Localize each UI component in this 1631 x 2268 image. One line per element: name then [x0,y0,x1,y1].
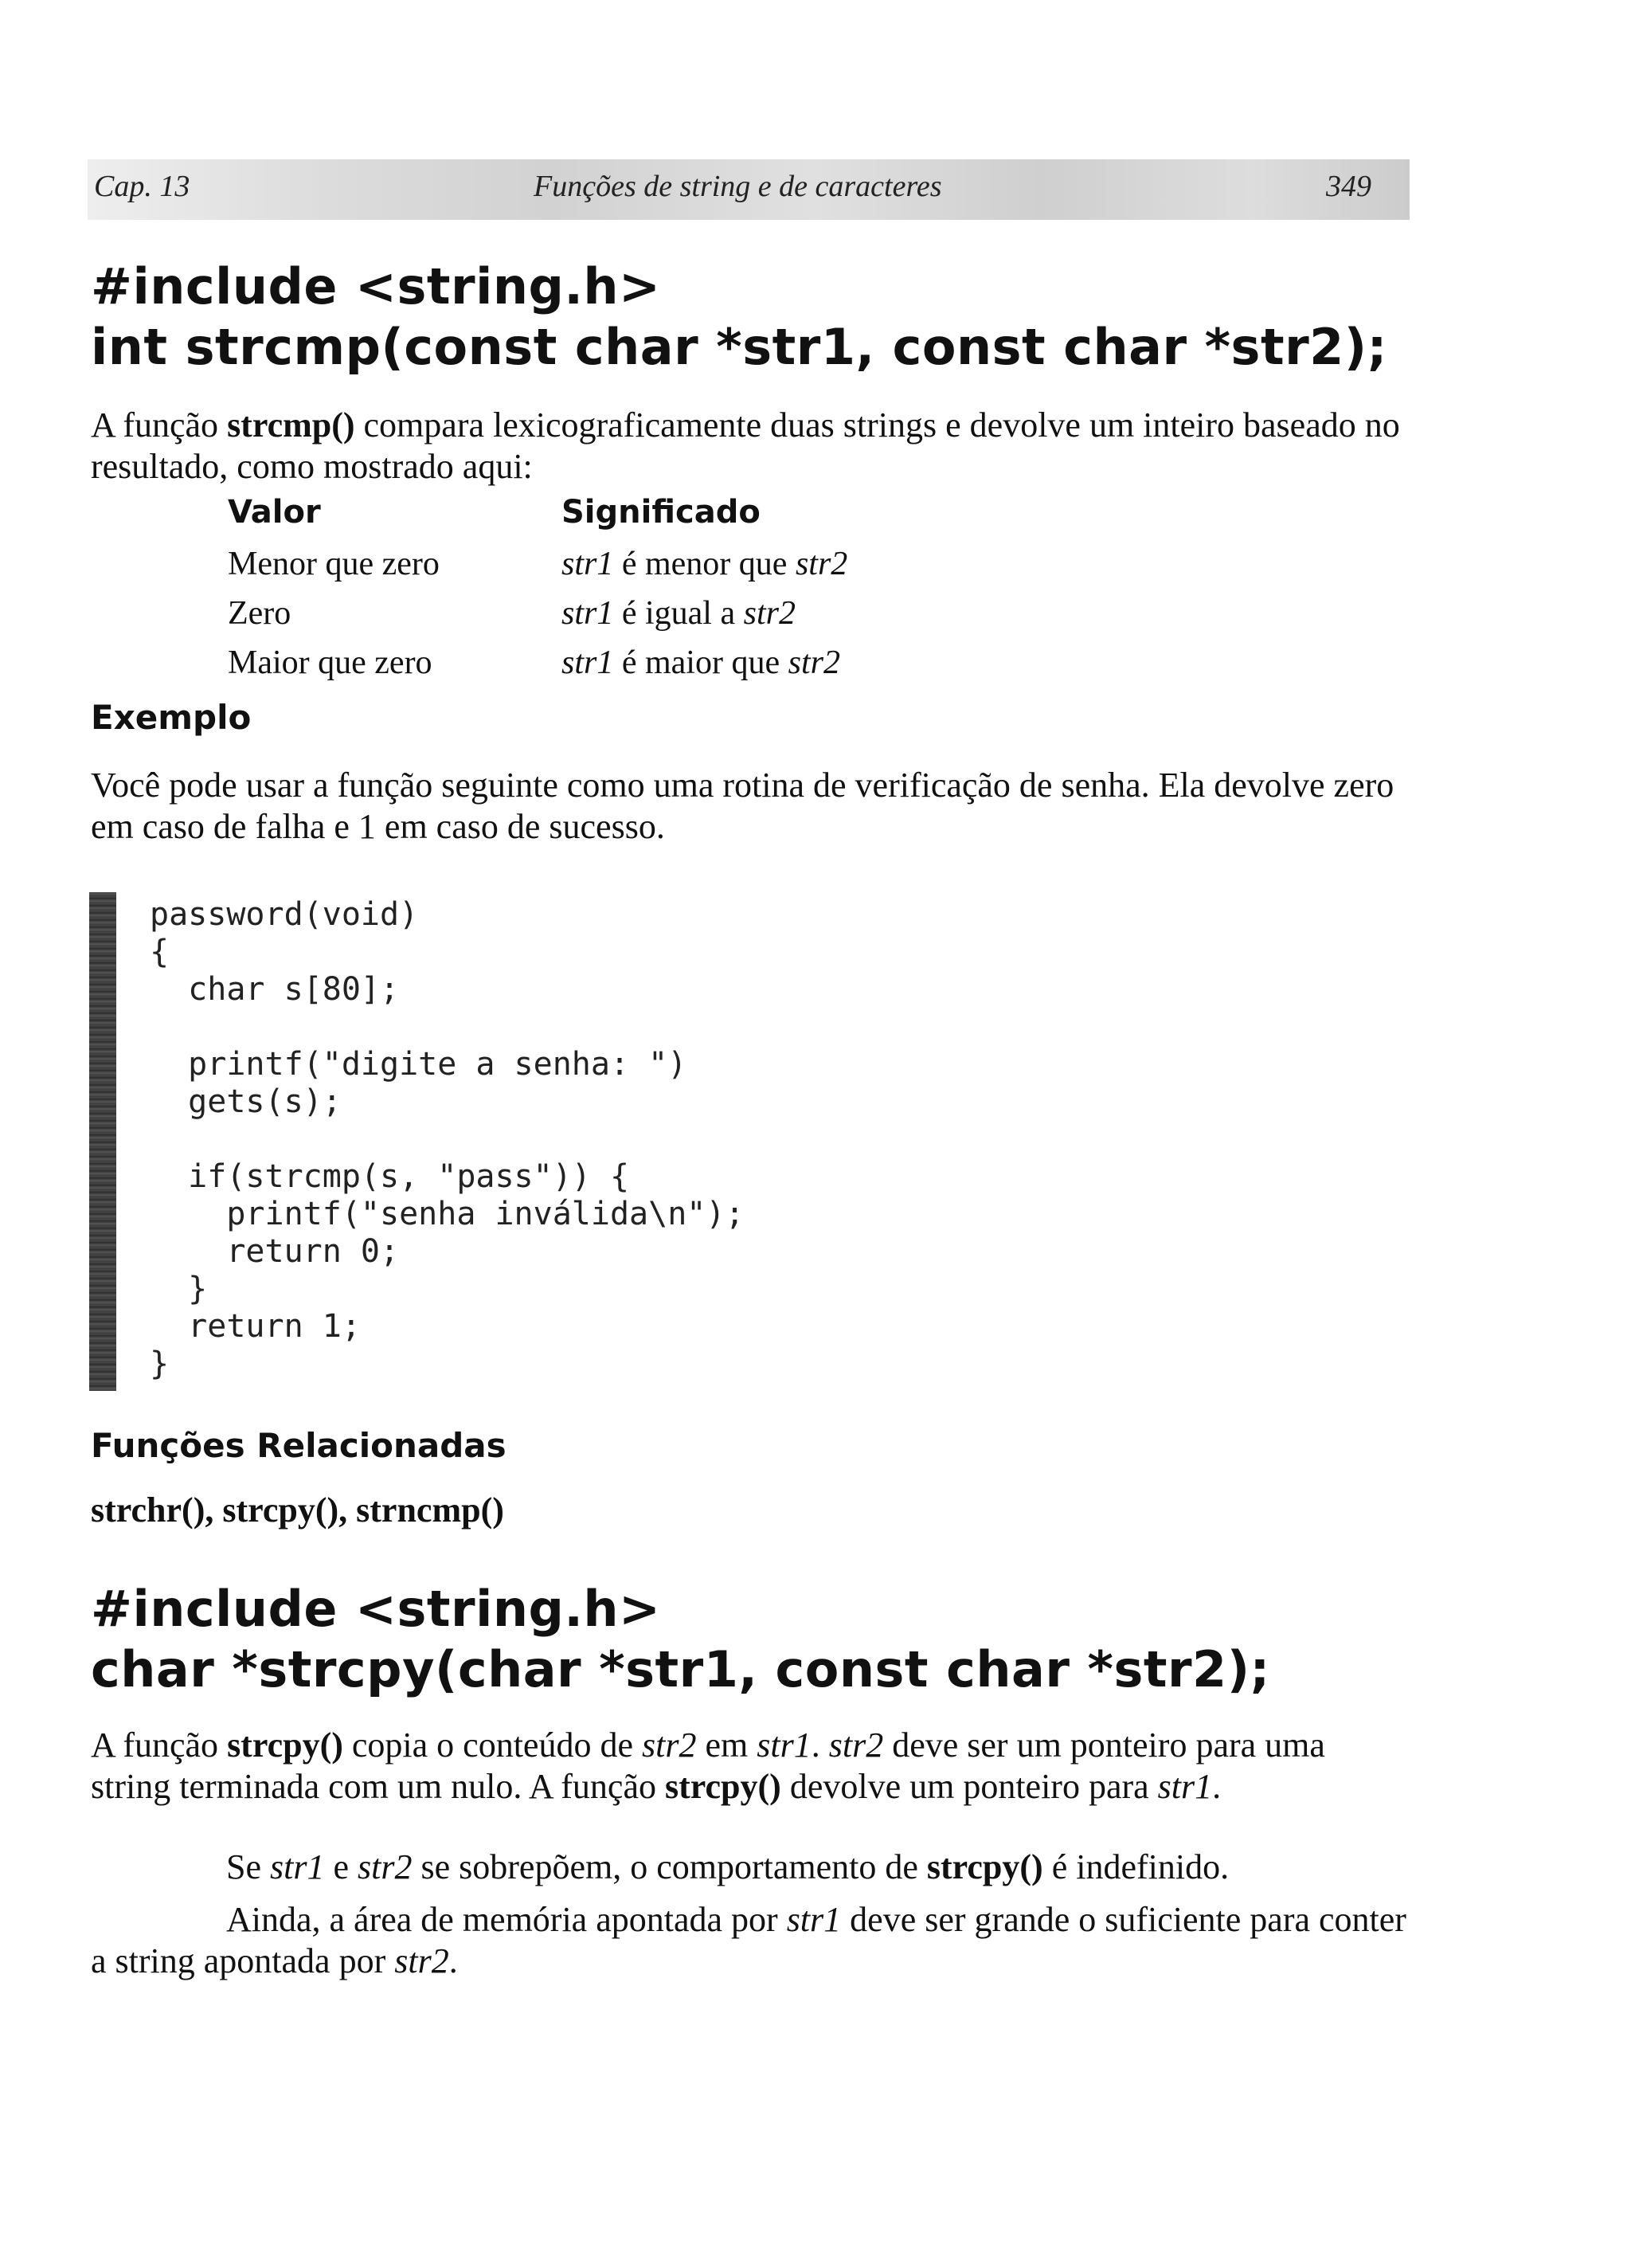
strcmp-description: A função strcmp() compara lexicograficamente duas strings e devolve um inteiro baseado no resultado, como mostrado aqui: [91,405,1400,486]
code-line: char s[80]; [150,971,400,1008]
related-functions-heading: Funções Relacionadas [91,1426,507,1465]
code-line: gets(s); [150,1083,342,1120]
strcpy-include-line: #include <string.h> [91,1580,661,1638]
table-row-1-meaning: str1 é menor que str2 [561,546,848,582]
code-line [150,1009,745,1046]
table-row-3-meaning: str1 é maior que str2 [561,644,840,681]
example-description: Você pode usar a função seguinte como uma rotina de verificação de senha. Ela devolve zero em caso de falha e 1 em caso de sucesso. [91,766,1394,846]
code-line: return 0; [150,1233,400,1270]
code-line: } [150,1271,208,1307]
strcpy-overlap-note: Se str1 e str2 se sobrepõem, o comportamento de strcpy() é indefinido. [226,1847,1230,1886]
strcpy-signature: char *strcpy(char *str1, const char *str2); [91,1640,1270,1698]
table-header-value: Valor [228,494,321,531]
strcpy-memory-note: Ainda, a área de memória apontada por str1 deve ser grande o suficiente para conter a string apontada por str2. [91,1900,1406,1980]
related-functions-list: strchr(), strcpy(), strncmp() [91,1490,504,1530]
table-row-2-meaning: str1 é igual a str2 [561,595,796,632]
example-heading: Exemplo [91,698,252,737]
table-row-3-value: Maior que zero [228,644,432,681]
table-row-1-value: Menor que zero [228,546,440,582]
code-line: printf("senha inválida\n"); [150,1196,745,1232]
strcmp-signature: int strcmp(const char *str1, const char *str2); [91,318,1387,376]
chapter-label: Cap. 13 [94,170,190,203]
code-margin-bar [89,892,116,1391]
code-line: printf("digite a senha: ") [150,1046,687,1083]
strcpy-description: A função strcpy() copia o conteúdo de str2 em str1. str2 deve ser um ponteiro para uma string terminada com um nulo. A função strcpy() devolve um ponteiro para str1. [91,1725,1325,1806]
code-line: if(strcmp(s, "pass")) { [150,1158,630,1195]
chapter-title: Funções de string e de caracteres [534,170,942,203]
code-line [150,1121,745,1158]
code-line: return 1; [150,1308,361,1345]
page-number: 349 [1326,170,1371,203]
code-line: password(void) [150,896,419,933]
strcmp-include-line: #include <string.h> [91,257,661,315]
code-listing [150,896,745,1383]
table-header-meaning: Significado [561,494,761,531]
code-line: { [150,934,170,970]
table-row-2-value: Zero [228,595,291,632]
code-line: } [150,1346,170,1382]
